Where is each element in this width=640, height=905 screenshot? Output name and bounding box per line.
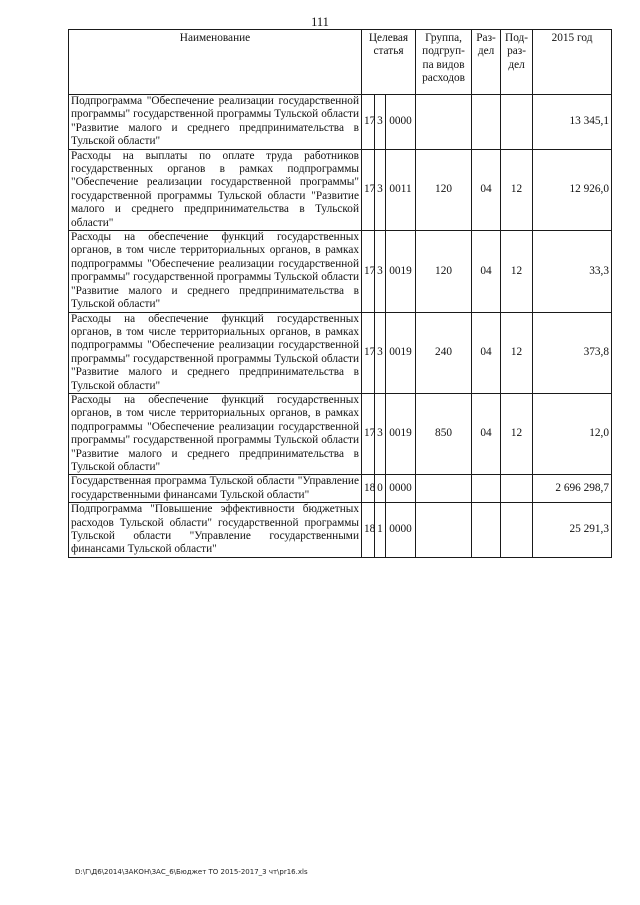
cell-group	[416, 95, 472, 150]
header-year: 2015 год	[533, 30, 612, 95]
table-row	[69, 503, 612, 558]
cell-code1: 17	[362, 149, 375, 230]
cell-code3: 0000	[386, 95, 416, 150]
cell-subsection: 12	[501, 393, 533, 474]
header-section: Раз-дел	[472, 30, 501, 95]
cell-group: 240	[416, 312, 472, 393]
cell-amount: 2 696 298,7	[533, 475, 612, 503]
cell-subsection	[501, 475, 533, 503]
cell-name: Подпрограмма "Повышение эффективности бюджетных расходов Тульской области" государственной программы Тульской области "Управление государственными финансами Тульской области"	[69, 503, 362, 558]
table-row	[69, 475, 612, 503]
table-row	[69, 95, 612, 150]
cell-group: 850	[416, 393, 472, 474]
cell-code2: 3	[375, 393, 386, 474]
table-row	[69, 312, 612, 393]
cell-amount: 12 926,0	[533, 149, 612, 230]
table-row	[69, 149, 612, 230]
cell-code3: 0000	[386, 503, 416, 558]
table-row	[69, 231, 612, 312]
header-target-article: Целевая статья	[362, 30, 416, 95]
cell-code3: 0019	[386, 312, 416, 393]
cell-code1: 17	[362, 312, 375, 393]
header-subsection: Под-раз-дел	[501, 30, 533, 95]
cell-code3: 0000	[386, 475, 416, 503]
cell-code2: 0	[375, 475, 386, 503]
cell-amount: 25 291,3	[533, 503, 612, 558]
cell-code2: 3	[375, 312, 386, 393]
cell-code1: 18	[362, 503, 375, 558]
cell-name: Расходы на обеспечение функций государственных органов, в том числе территориальных органов, в рамках подпрограммы "Обеспечение реализации государственной программы" государственной программы Тульской области "Развитие малого и среднего предпринимательства в Тульской области"	[69, 393, 362, 474]
cell-code3: 0019	[386, 231, 416, 312]
table-header-row	[69, 30, 612, 95]
cell-section: 04	[472, 149, 501, 230]
file-path: D:\Г\Д6\2014\ЗАКОН\ЗАС_6\Бюджет ТО 2015-2017_3 чт\рr16.xls	[75, 868, 308, 876]
cell-group: 120	[416, 149, 472, 230]
cell-section: 04	[472, 312, 501, 393]
cell-subsection: 12	[501, 149, 533, 230]
cell-section	[472, 475, 501, 503]
cell-amount: 373,8	[533, 312, 612, 393]
cell-section	[472, 95, 501, 150]
cell-name: Государственная программа Тульской области "Управление государственными финансами Тульской области"	[69, 475, 362, 503]
cell-section: 04	[472, 393, 501, 474]
cell-subsection	[501, 95, 533, 150]
cell-code1: 18	[362, 475, 375, 503]
cell-code2: 1	[375, 503, 386, 558]
cell-group	[416, 503, 472, 558]
budget-table	[68, 29, 612, 558]
cell-amount: 12,0	[533, 393, 612, 474]
cell-amount: 33,3	[533, 231, 612, 312]
cell-subsection: 12	[501, 231, 533, 312]
cell-subsection	[501, 503, 533, 558]
cell-code2: 3	[375, 149, 386, 230]
cell-name: Подпрограмма "Обеспечение реализации государственной программы" государственной программы Тульской области "Развитие малого и среднего предпринимательства в Тульской области"	[69, 95, 362, 150]
cell-code2: 3	[375, 231, 386, 312]
table-row	[69, 393, 612, 474]
cell-code3: 0019	[386, 393, 416, 474]
cell-amount: 13 345,1	[533, 95, 612, 150]
cell-code1: 17	[362, 393, 375, 474]
cell-group: 120	[416, 231, 472, 312]
cell-section: 04	[472, 231, 501, 312]
cell-code1: 17	[362, 231, 375, 312]
cell-name: Расходы на обеспечение функций государственных органов, в том числе территориальных органов, в рамках подпрограммы "Обеспечение реализации государственной программы" государственной программы Тульской области "Развитие малого и среднего предпринимательства в Тульской области"	[69, 231, 362, 312]
cell-name: Расходы на выплаты по оплате труда работников государственных органов в рамках подпрограммы "Обеспечение реализации государственной программы" государственной программы Тульской области "Развитие малого и среднего предпринимательства в Тульской области"	[69, 149, 362, 230]
cell-code1: 17	[362, 95, 375, 150]
cell-subsection: 12	[501, 312, 533, 393]
cell-name: Расходы на обеспечение функций государственных органов, в том числе территориальных органов, в рамках подпрограммы "Обеспечение реализации государственной программы" государственной программы Тульской области "Развитие малого и среднего предпринимательства в Тульской области"	[69, 312, 362, 393]
header-expense-group: Группа, подгруп-па видов расходов	[416, 30, 472, 95]
page-number: 111	[311, 15, 329, 29]
cell-section	[472, 503, 501, 558]
header-name: Наименование	[69, 30, 362, 95]
cell-group	[416, 475, 472, 503]
cell-code3: 0011	[386, 149, 416, 230]
cell-code2: 3	[375, 95, 386, 150]
